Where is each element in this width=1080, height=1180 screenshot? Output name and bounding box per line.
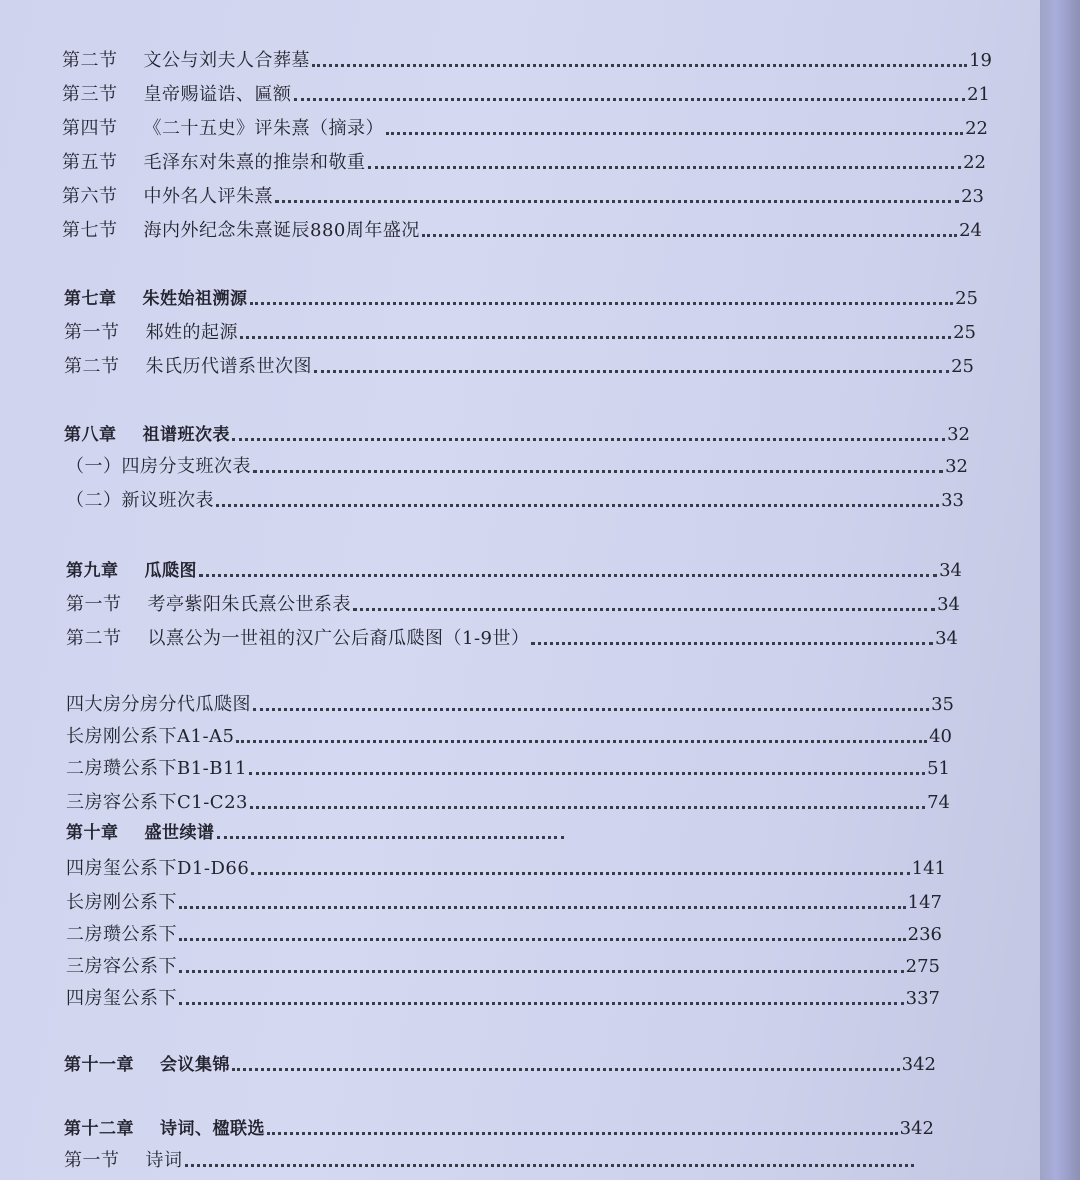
entry-title: 诗词、楹联选: [160, 1119, 265, 1139]
dot-leader: [314, 370, 949, 373]
page-number: 51: [927, 758, 950, 779]
dot-leader: [386, 132, 963, 135]
dot-leader: [422, 234, 957, 237]
page-number: 342: [899, 1118, 934, 1139]
entry-label: （二）: [66, 490, 122, 511]
page-edge: [1040, 0, 1080, 1180]
page-number: 35: [931, 694, 954, 715]
toc-entry: [66, 888, 942, 914]
page-number: 74: [927, 792, 950, 813]
dot-leader: [179, 938, 906, 941]
dot-leader: [250, 806, 925, 809]
entry-title: 二房瓒公系下B1-B11: [66, 758, 247, 779]
page-number: 236: [907, 924, 942, 945]
entry-title: 四房玺公系下D1-D66: [66, 858, 250, 879]
entry-title: 三房容公系下C1-C23: [66, 792, 248, 813]
page-number: 337: [905, 988, 940, 1009]
entry-label: 第十二章: [64, 1119, 134, 1139]
entry-label: 第二节: [62, 50, 118, 71]
dot-leader: [232, 1068, 900, 1071]
entry-title: 新议班次表: [121, 490, 214, 511]
toc-entry: [62, 182, 984, 208]
page-number: 275: [905, 956, 940, 977]
entry-label: 第九章: [66, 561, 119, 581]
toc-chapter: [64, 420, 970, 446]
entry-label: 第二节: [64, 356, 120, 377]
dot-leader: [236, 740, 927, 743]
dot-leader: [179, 906, 906, 909]
entry-label: 第十一章: [64, 1055, 134, 1075]
entry-title: 四大房分房分代瓜瓞图: [66, 694, 251, 715]
toc-entry: [66, 722, 952, 748]
page-number: 32: [945, 456, 968, 477]
toc-entry: [66, 920, 942, 946]
dot-leader: [251, 872, 909, 875]
entry-label: 第二节: [66, 628, 122, 649]
dot-leader: [232, 438, 945, 441]
toc-entry: [62, 216, 982, 242]
toc-chapter: [66, 556, 962, 582]
entry-label: 第一节: [66, 594, 122, 615]
toc-entry: [66, 624, 958, 650]
page-number: 24: [959, 220, 982, 241]
entry-title: 毛泽东对朱熹的推崇和敬重: [143, 152, 366, 173]
dot-leader: [179, 970, 904, 973]
page-number: 22: [963, 152, 986, 173]
entry-title: 文公与刘夫人合葬墓: [143, 50, 310, 71]
dot-leader: [185, 1164, 915, 1167]
entry-title: 盛世续谱: [144, 823, 215, 843]
entry-label: 第十章: [66, 823, 119, 843]
toc-entry: [66, 486, 964, 512]
page-number: 34: [935, 628, 958, 649]
page-number: 25: [955, 288, 978, 309]
dot-leader: [253, 708, 929, 711]
page-number: 22: [965, 118, 988, 139]
dot-leader: [312, 64, 967, 67]
page-number: 141: [911, 858, 946, 879]
entry-title: 会议集锦: [160, 1055, 230, 1075]
page-number: 23: [961, 186, 984, 207]
page-number: 34: [937, 594, 960, 615]
toc-entry: [62, 46, 992, 72]
page-number: 19: [969, 50, 992, 71]
dot-leader: [294, 98, 966, 101]
toc-entry: [66, 854, 946, 880]
entry-title: 长房刚公系下: [66, 892, 177, 913]
entry-title: 中外名人评朱熹: [143, 186, 273, 207]
page-number: 342: [901, 1054, 936, 1075]
dot-leader: [249, 772, 925, 775]
entry-label: 第七节: [62, 220, 118, 241]
entry-label: 第四节: [62, 118, 118, 139]
toc-entry: [64, 1146, 934, 1172]
page-number: 147: [907, 892, 942, 913]
entry-title: 以熹公为一世祖的汉广公后裔瓜瓞图（1-9世）: [147, 628, 530, 649]
page-number: 21: [967, 84, 990, 105]
entry-title: 海内外纪念朱熹诞辰880周年盛况: [143, 220, 420, 241]
entry-title: 朱姓始祖溯源: [142, 289, 248, 309]
toc-entry: [66, 690, 954, 716]
toc-entry: [66, 590, 960, 616]
entry-title: 祖谱班次表: [142, 425, 230, 445]
toc-entry: [66, 754, 950, 780]
toc-entry: [66, 452, 968, 478]
dot-leader: [217, 836, 565, 839]
entry-label: 第三节: [62, 84, 118, 105]
entry-title: 《二十五史》评朱熹（摘录）: [143, 118, 384, 139]
entry-label: 第六节: [62, 186, 118, 207]
entry-label: 第五节: [62, 152, 118, 173]
dot-leader: [353, 608, 935, 611]
entry-title: 长房刚公系下A1-A5: [66, 726, 235, 747]
page-number: 32: [947, 424, 970, 445]
dot-leader: [267, 1132, 898, 1135]
page-number: 25: [953, 322, 976, 343]
entry-title: 二房瓒公系下: [66, 924, 177, 945]
page-number: 34: [939, 560, 962, 581]
dot-leader: [199, 574, 937, 577]
toc-entry: [62, 114, 988, 140]
toc-entry: [62, 80, 990, 106]
entry-label: 第八章: [64, 425, 117, 445]
toc-chapter: [64, 1114, 934, 1140]
entry-title: 考亭紫阳朱氏熹公世系表: [147, 594, 351, 615]
page-number: 25: [951, 356, 974, 377]
dot-leader: [250, 302, 954, 305]
entry-label: 第七章: [64, 289, 117, 309]
entry-title: 瓜瓞图: [144, 561, 197, 581]
page-number: 33: [941, 490, 964, 511]
dot-leader: [240, 336, 951, 339]
entry-title: 朱氏历代谱系世次图: [145, 356, 312, 377]
toc-chapter: [64, 284, 978, 310]
toc-entry: [64, 318, 976, 344]
entry-title: 诗词: [145, 1150, 183, 1171]
page-number: 40: [929, 726, 952, 747]
toc-entry: [64, 352, 974, 378]
dot-leader: [179, 1002, 904, 1005]
dot-leader: [216, 504, 939, 507]
entry-title: 四房分支班次表: [121, 456, 251, 477]
entry-title: 邾姓的起源: [145, 322, 238, 343]
entry-title: 四房玺公系下: [66, 988, 177, 1009]
toc-chapter: [64, 1050, 936, 1076]
dot-leader: [253, 470, 943, 473]
toc-chapter: [66, 818, 566, 844]
entry-title: 皇帝赐谥诰、匾额: [143, 84, 292, 105]
dot-leader: [368, 166, 962, 169]
entry-title: 三房容公系下: [66, 956, 177, 977]
toc-entry: [62, 148, 986, 174]
toc-entry: [66, 788, 950, 814]
entry-label: 第一节: [64, 322, 120, 343]
entry-label: 第一节: [64, 1150, 120, 1171]
dot-leader: [275, 200, 959, 203]
dot-leader: [531, 642, 933, 645]
toc-entry: [66, 952, 940, 978]
toc-entry: [66, 984, 940, 1010]
entry-label: （一）: [66, 456, 122, 477]
